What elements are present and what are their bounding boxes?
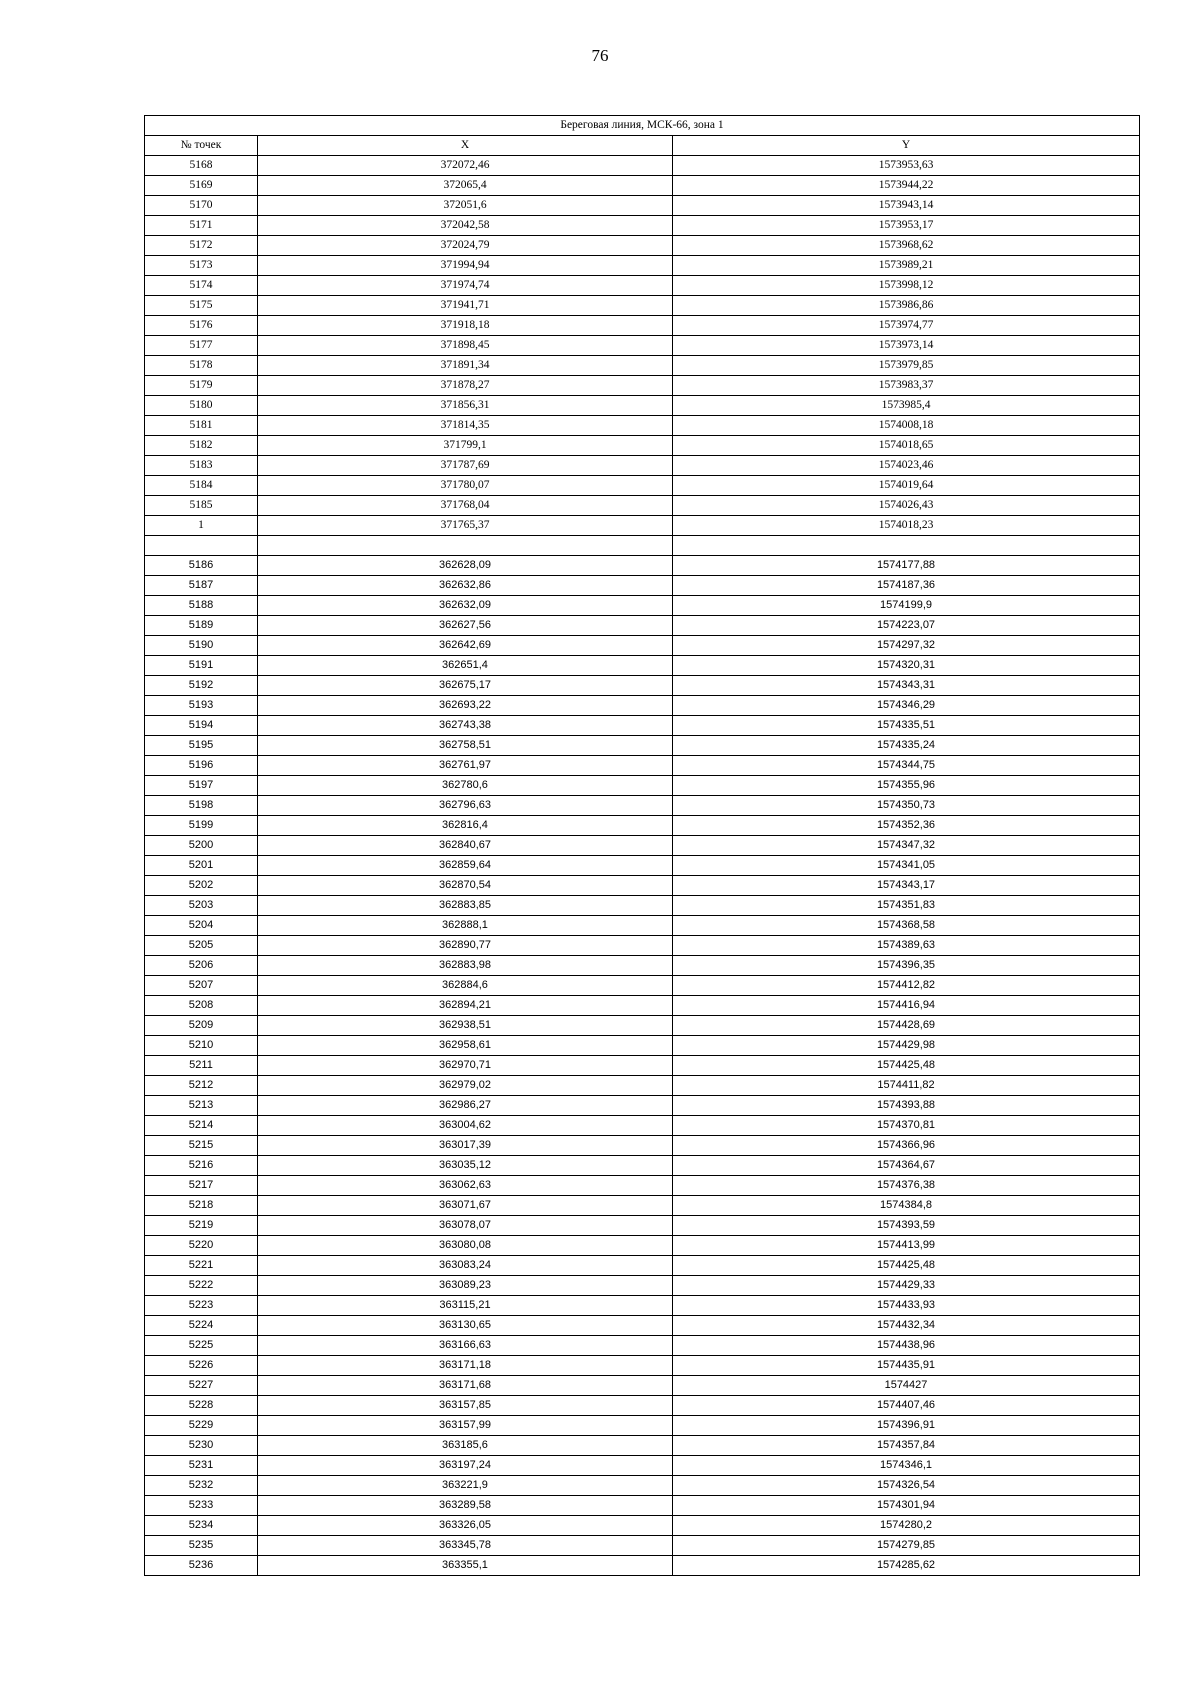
y-cell: 1573974,77 [673, 316, 1140, 336]
y-cell: 1574376,38 [673, 1176, 1140, 1196]
x-cell: 363185,6 [258, 1436, 673, 1456]
separator-cell [145, 536, 258, 556]
point-number-cell: 5172 [145, 236, 258, 256]
y-cell: 1574335,24 [673, 736, 1140, 756]
y-cell: 1574433,93 [673, 1296, 1140, 1316]
point-number-cell: 5206 [145, 956, 258, 976]
x-cell: 363071,67 [258, 1196, 673, 1216]
point-number-cell: 5175 [145, 296, 258, 316]
y-cell: 1574425,48 [673, 1256, 1140, 1276]
point-number-cell: 5171 [145, 216, 258, 236]
table-group-2 [145, 556, 1140, 1576]
table-row [145, 1096, 1140, 1116]
table-row [145, 516, 1140, 536]
point-number-cell: 5232 [145, 1476, 258, 1496]
x-cell: 362859,64 [258, 856, 673, 876]
table-row [145, 496, 1140, 516]
x-cell: 371814,35 [258, 416, 673, 436]
x-cell: 362986,27 [258, 1096, 673, 1116]
table-row [145, 1416, 1140, 1436]
x-cell: 363157,99 [258, 1416, 673, 1436]
table-row [145, 656, 1140, 676]
y-cell: 1574389,63 [673, 936, 1140, 956]
y-cell: 1574346,29 [673, 696, 1140, 716]
x-cell: 362870,54 [258, 876, 673, 896]
point-number-cell: 5212 [145, 1076, 258, 1096]
table-row [145, 556, 1140, 576]
table-separator [145, 536, 1140, 556]
x-cell: 372024,79 [258, 236, 673, 256]
point-number-cell: 5191 [145, 656, 258, 676]
y-cell: 1574019,64 [673, 476, 1140, 496]
point-number-cell: 5211 [145, 1056, 258, 1076]
y-cell: 1574428,69 [673, 1016, 1140, 1036]
table-row [145, 676, 1140, 696]
point-number-cell: 5198 [145, 796, 258, 816]
table-row [145, 876, 1140, 896]
table-row [145, 356, 1140, 376]
table-row [145, 1336, 1140, 1356]
x-cell: 371878,27 [258, 376, 673, 396]
point-number-cell: 5194 [145, 716, 258, 736]
table-row [145, 156, 1140, 176]
y-cell: 1574018,23 [673, 516, 1140, 536]
table-row [145, 976, 1140, 996]
x-cell: 371780,07 [258, 476, 673, 496]
x-cell: 363062,63 [258, 1176, 673, 1196]
point-number-cell: 5219 [145, 1216, 258, 1236]
x-cell: 362894,21 [258, 996, 673, 1016]
y-cell: 1573989,21 [673, 256, 1140, 276]
point-number-cell: 5208 [145, 996, 258, 1016]
y-cell: 1574396,91 [673, 1416, 1140, 1436]
table-row [145, 1476, 1140, 1496]
x-cell: 362796,63 [258, 796, 673, 816]
table-row [145, 396, 1140, 416]
x-cell: 371974,74 [258, 276, 673, 296]
y-cell: 1574320,31 [673, 656, 1140, 676]
y-cell: 1574393,59 [673, 1216, 1140, 1236]
page-number: 76 [591, 46, 609, 65]
point-number-cell: 5225 [145, 1336, 258, 1356]
point-number-cell: 5226 [145, 1356, 258, 1376]
point-number-cell: 5223 [145, 1296, 258, 1316]
y-cell: 1574416,94 [673, 996, 1140, 1016]
table-row [145, 616, 1140, 636]
table-row [145, 416, 1140, 436]
point-number-cell: 5203 [145, 896, 258, 916]
x-cell: 362958,61 [258, 1036, 673, 1056]
x-cell: 362883,85 [258, 896, 673, 916]
y-cell: 1574008,18 [673, 416, 1140, 436]
y-cell: 1573973,14 [673, 336, 1140, 356]
y-cell: 1574177,88 [673, 556, 1140, 576]
x-cell: 363080,08 [258, 1236, 673, 1256]
table-row [145, 176, 1140, 196]
point-number-cell: 5195 [145, 736, 258, 756]
table-row [145, 996, 1140, 1016]
table-header-row [145, 136, 1140, 156]
x-cell: 372051,6 [258, 196, 673, 216]
x-cell: 363355,1 [258, 1556, 673, 1576]
y-cell: 1574023,46 [673, 456, 1140, 476]
y-cell: 1574407,46 [673, 1396, 1140, 1416]
x-cell: 362816,4 [258, 816, 673, 836]
table-row [145, 376, 1140, 396]
x-cell: 371994,94 [258, 256, 673, 276]
y-cell: 1573953,63 [673, 156, 1140, 176]
separator-row [145, 536, 1140, 556]
y-cell: 1574335,51 [673, 716, 1140, 736]
x-cell: 362642,69 [258, 636, 673, 656]
table-row [145, 576, 1140, 596]
point-number-cell: 5201 [145, 856, 258, 876]
y-cell: 1574393,88 [673, 1096, 1140, 1116]
table-row [145, 336, 1140, 356]
point-number-cell: 5181 [145, 416, 258, 436]
table-row [145, 1456, 1140, 1476]
y-cell: 1574199,9 [673, 596, 1140, 616]
x-cell: 362780,6 [258, 776, 673, 796]
table-row [145, 1376, 1140, 1396]
x-cell: 362970,71 [258, 1056, 673, 1076]
table-row [145, 256, 1140, 276]
point-number-cell: 5177 [145, 336, 258, 356]
x-cell: 362890,77 [258, 936, 673, 956]
x-cell: 362632,86 [258, 576, 673, 596]
point-number-cell: 5235 [145, 1536, 258, 1556]
y-cell: 1574343,17 [673, 876, 1140, 896]
y-cell: 1574346,1 [673, 1456, 1140, 1476]
table-row [145, 1056, 1140, 1076]
point-number-cell: 5231 [145, 1456, 258, 1476]
x-cell: 363221,9 [258, 1476, 673, 1496]
point-number-cell: 5215 [145, 1136, 258, 1156]
table-row [145, 296, 1140, 316]
table-row [145, 456, 1140, 476]
y-cell: 1574412,82 [673, 976, 1140, 996]
x-cell: 362693,22 [258, 696, 673, 716]
point-number-cell: 5193 [145, 696, 258, 716]
table-row [145, 1396, 1140, 1416]
point-number-cell: 5236 [145, 1556, 258, 1576]
y-cell: 1574435,91 [673, 1356, 1140, 1376]
point-number-cell: 5169 [145, 176, 258, 196]
table-row [145, 816, 1140, 836]
table-row [145, 476, 1140, 496]
point-number-cell: 5217 [145, 1176, 258, 1196]
table-row [145, 1256, 1140, 1276]
y-cell: 1574368,58 [673, 916, 1140, 936]
table-row [145, 1496, 1140, 1516]
x-cell: 363115,21 [258, 1296, 673, 1316]
point-number-cell: 5205 [145, 936, 258, 956]
table-row [145, 216, 1140, 236]
x-cell: 362675,17 [258, 676, 673, 696]
x-cell: 363166,63 [258, 1336, 673, 1356]
x-cell: 371768,04 [258, 496, 673, 516]
table-row [145, 716, 1140, 736]
x-cell: 363326,05 [258, 1516, 673, 1536]
x-cell: 363345,78 [258, 1536, 673, 1556]
point-number-cell: 5170 [145, 196, 258, 216]
table-row [145, 1136, 1140, 1156]
header-y: Y [673, 136, 1140, 156]
y-cell: 1574432,34 [673, 1316, 1140, 1336]
x-cell: 371891,34 [258, 356, 673, 376]
table-row [145, 1516, 1140, 1536]
point-number-cell: 5183 [145, 456, 258, 476]
table-row [145, 1316, 1140, 1336]
x-cell: 363078,07 [258, 1216, 673, 1236]
table-row [145, 1556, 1140, 1576]
table-row [145, 896, 1140, 916]
point-number-cell: 5216 [145, 1156, 258, 1176]
x-cell: 362632,09 [258, 596, 673, 616]
point-number-cell: 5210 [145, 1036, 258, 1056]
x-cell: 362743,38 [258, 716, 673, 736]
point-number-cell: 5180 [145, 396, 258, 416]
x-cell: 363017,39 [258, 1136, 673, 1156]
table-row [145, 1236, 1140, 1256]
x-cell: 363197,24 [258, 1456, 673, 1476]
y-cell: 1573943,14 [673, 196, 1140, 216]
table-row [145, 736, 1140, 756]
y-cell: 1574347,32 [673, 836, 1140, 856]
y-cell: 1574280,2 [673, 1516, 1140, 1536]
point-number-cell: 5184 [145, 476, 258, 496]
table-row [145, 1016, 1140, 1036]
x-cell: 363004,62 [258, 1116, 673, 1136]
x-cell: 363171,18 [258, 1356, 673, 1376]
x-cell: 362761,97 [258, 756, 673, 776]
y-cell: 1574427 [673, 1376, 1140, 1396]
y-cell: 1573998,12 [673, 276, 1140, 296]
y-cell: 1574326,54 [673, 1476, 1140, 1496]
x-cell: 363130,65 [258, 1316, 673, 1336]
y-cell: 1574370,81 [673, 1116, 1140, 1136]
point-number-cell: 5220 [145, 1236, 258, 1256]
y-cell: 1574350,73 [673, 796, 1140, 816]
y-cell: 1574438,96 [673, 1336, 1140, 1356]
y-cell: 1574301,94 [673, 1496, 1140, 1516]
point-number-cell: 5234 [145, 1516, 258, 1536]
y-cell: 1574279,85 [673, 1536, 1140, 1556]
y-cell: 1574366,96 [673, 1136, 1140, 1156]
y-cell: 1573944,22 [673, 176, 1140, 196]
table-row [145, 1296, 1140, 1316]
x-cell: 363171,68 [258, 1376, 673, 1396]
point-number-cell: 5168 [145, 156, 258, 176]
x-cell: 371765,37 [258, 516, 673, 536]
table-row [145, 436, 1140, 456]
separator-cell [673, 536, 1140, 556]
table-row [145, 936, 1140, 956]
table-row [145, 916, 1140, 936]
y-cell: 1573985,4 [673, 396, 1140, 416]
point-number-cell: 5233 [145, 1496, 258, 1516]
y-cell: 1574396,35 [673, 956, 1140, 976]
point-number-cell: 5188 [145, 596, 258, 616]
coordinates-table [144, 115, 1140, 1576]
y-cell: 1573983,37 [673, 376, 1140, 396]
x-cell: 362979,02 [258, 1076, 673, 1096]
y-cell: 1574411,82 [673, 1076, 1140, 1096]
x-cell: 362888,1 [258, 916, 673, 936]
x-cell: 362938,51 [258, 1016, 673, 1036]
y-cell: 1574364,67 [673, 1156, 1140, 1176]
table-row [145, 1176, 1140, 1196]
x-cell: 371918,18 [258, 316, 673, 336]
table-group-1 [145, 156, 1140, 536]
point-number-cell: 5227 [145, 1376, 258, 1396]
table-row [145, 1196, 1140, 1216]
point-number-cell: 5174 [145, 276, 258, 296]
y-cell: 1574297,32 [673, 636, 1140, 656]
x-cell: 362840,67 [258, 836, 673, 856]
table-row [145, 836, 1140, 856]
point-number-cell: 5221 [145, 1256, 258, 1276]
table-row [145, 236, 1140, 256]
y-cell: 1574384,8 [673, 1196, 1140, 1216]
y-cell: 1574429,98 [673, 1036, 1140, 1056]
x-cell: 372042,58 [258, 216, 673, 236]
header-x: X [258, 136, 673, 156]
point-number-cell: 5213 [145, 1096, 258, 1116]
point-number-cell: 5197 [145, 776, 258, 796]
point-number-cell: 5190 [145, 636, 258, 656]
point-number-cell: 5186 [145, 556, 258, 576]
x-cell: 363083,24 [258, 1256, 673, 1276]
point-number-cell: 5192 [145, 676, 258, 696]
point-number-cell: 5178 [145, 356, 258, 376]
table-row [145, 1216, 1140, 1236]
x-cell: 372072,46 [258, 156, 673, 176]
y-cell: 1573986,86 [673, 296, 1140, 316]
x-cell: 371856,31 [258, 396, 673, 416]
y-cell: 1574357,84 [673, 1436, 1140, 1456]
x-cell: 371799,1 [258, 436, 673, 456]
x-cell: 363157,85 [258, 1396, 673, 1416]
y-cell: 1574351,83 [673, 896, 1140, 916]
point-number-cell: 5218 [145, 1196, 258, 1216]
table-title: Береговая линия, МСК-66, зона 1 [145, 116, 1140, 136]
y-cell: 1573968,62 [673, 236, 1140, 256]
y-cell: 1574026,43 [673, 496, 1140, 516]
y-cell: 1574018,65 [673, 436, 1140, 456]
y-cell: 1574352,36 [673, 816, 1140, 836]
point-number-cell: 5209 [145, 1016, 258, 1036]
table-row [145, 636, 1140, 656]
table-row [145, 856, 1140, 876]
point-number-cell: 5214 [145, 1116, 258, 1136]
point-number-cell: 5204 [145, 916, 258, 936]
y-cell: 1574223,07 [673, 616, 1140, 636]
point-number-cell: 5187 [145, 576, 258, 596]
table-row [145, 776, 1140, 796]
point-number-cell: 5229 [145, 1416, 258, 1436]
point-number-cell: 5222 [145, 1276, 258, 1296]
point-number-cell: 5199 [145, 816, 258, 836]
x-cell: 363035,12 [258, 1156, 673, 1176]
point-number-cell: 5185 [145, 496, 258, 516]
y-cell: 1574285,62 [673, 1556, 1140, 1576]
x-cell: 363289,58 [258, 1496, 673, 1516]
y-cell: 1574341,05 [673, 856, 1140, 876]
point-number-cell: 5228 [145, 1396, 258, 1416]
point-number-cell: 5200 [145, 836, 258, 856]
y-cell: 1574187,36 [673, 576, 1140, 596]
x-cell: 372065,4 [258, 176, 673, 196]
y-cell: 1573953,17 [673, 216, 1140, 236]
point-number-cell: 5207 [145, 976, 258, 996]
point-number-cell: 5173 [145, 256, 258, 276]
header-point-number: № точек [145, 136, 258, 156]
y-cell: 1574355,96 [673, 776, 1140, 796]
table-row [145, 316, 1140, 336]
y-cell: 1574344,75 [673, 756, 1140, 776]
point-number-cell: 5189 [145, 616, 258, 636]
y-cell: 1574425,48 [673, 1056, 1140, 1076]
point-number-cell: 5224 [145, 1316, 258, 1336]
table-row [145, 696, 1140, 716]
separator-cell [258, 536, 673, 556]
table-row [145, 756, 1140, 776]
x-cell: 363089,23 [258, 1276, 673, 1296]
table-row [145, 1076, 1140, 1096]
point-number-cell: 1 [145, 516, 258, 536]
table-row [145, 1116, 1140, 1136]
y-cell: 1573979,85 [673, 356, 1140, 376]
table-row [145, 1536, 1140, 1556]
table-row [145, 1436, 1140, 1456]
point-number-cell: 5230 [145, 1436, 258, 1456]
x-cell: 371787,69 [258, 456, 673, 476]
y-cell: 1574429,33 [673, 1276, 1140, 1296]
x-cell: 362651,4 [258, 656, 673, 676]
point-number-cell: 5196 [145, 756, 258, 776]
x-cell: 371898,45 [258, 336, 673, 356]
point-number-cell: 5179 [145, 376, 258, 396]
y-cell: 1574343,31 [673, 676, 1140, 696]
table-row [145, 1276, 1140, 1296]
table-row [145, 1036, 1140, 1056]
table-row [145, 196, 1140, 216]
x-cell: 362627,56 [258, 616, 673, 636]
point-number-cell: 5176 [145, 316, 258, 336]
x-cell: 362883,98 [258, 956, 673, 976]
table-row [145, 956, 1140, 976]
x-cell: 362758,51 [258, 736, 673, 756]
point-number-cell: 5202 [145, 876, 258, 896]
point-number-cell: 5182 [145, 436, 258, 456]
table-row [145, 276, 1140, 296]
table-row [145, 796, 1140, 816]
table-row [145, 1356, 1140, 1376]
table-title-row [145, 116, 1140, 136]
table-row [145, 596, 1140, 616]
y-cell: 1574413,99 [673, 1236, 1140, 1256]
table-row [145, 1156, 1140, 1176]
x-cell: 362628,09 [258, 556, 673, 576]
x-cell: 371941,71 [258, 296, 673, 316]
x-cell: 362884,6 [258, 976, 673, 996]
